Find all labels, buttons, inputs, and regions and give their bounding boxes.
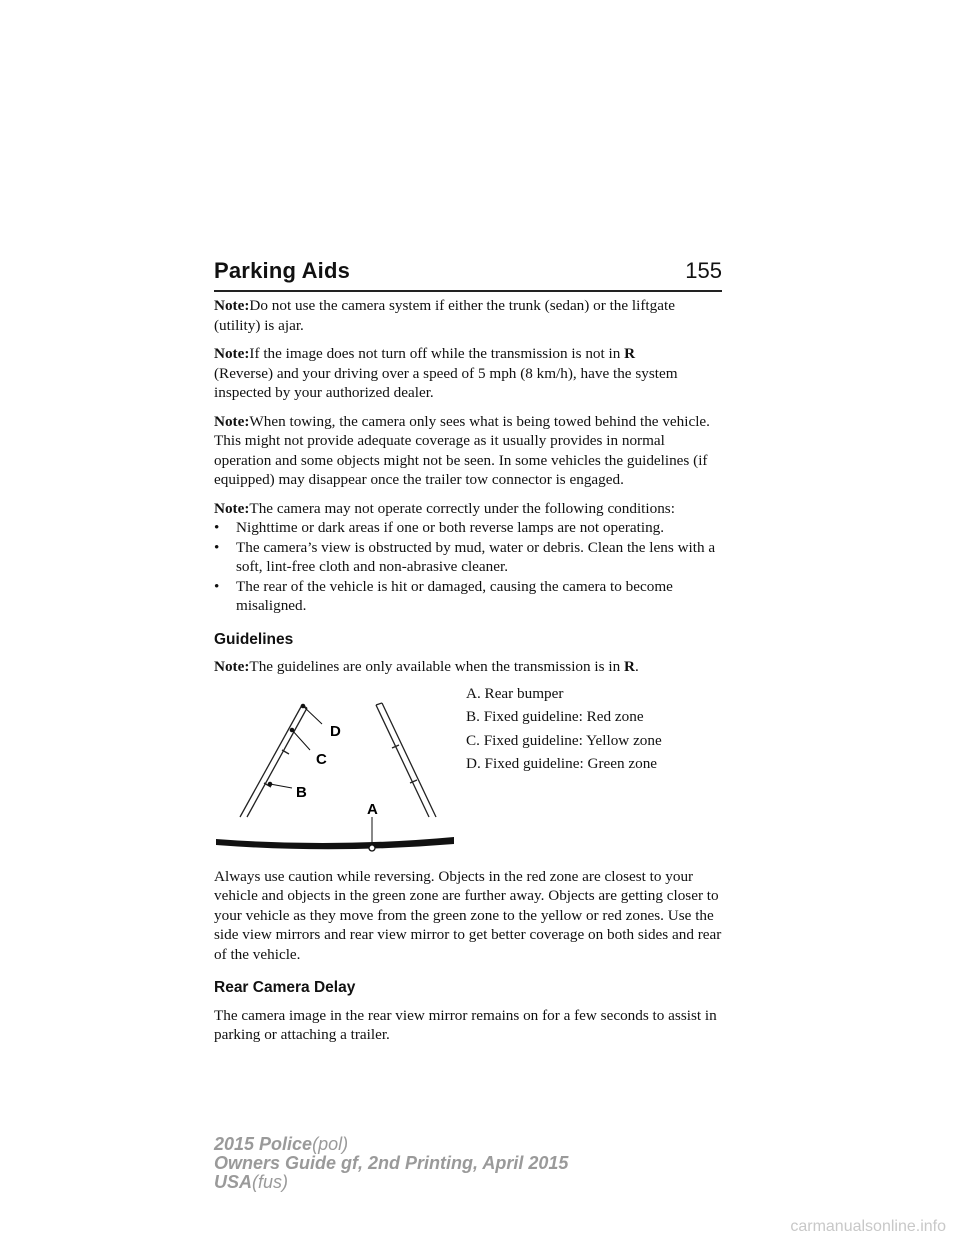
left-guideline-outer xyxy=(240,705,302,817)
right-guideline-inner xyxy=(382,703,436,817)
note-label: Note: xyxy=(214,345,250,362)
list-item-text: Nighttime or dark areas if one or both reverse lamps are not operating. xyxy=(236,519,665,536)
footer-model-code: (pol) xyxy=(312,1134,349,1154)
footer-region-code: (fus) xyxy=(252,1172,289,1192)
note-image xyxy=(214,344,724,403)
leader-line-c xyxy=(292,730,310,750)
footer-line-2: Owners Guide gf, 2nd Printing, April 2015 xyxy=(214,1153,569,1173)
label-a: A xyxy=(367,800,378,818)
caution-paragraph: Always use caution while reversing. Objects in the red zone are closest to your vehicle and objects in the green zone are further away. Objects are getting closer to your vehicle as they move from the green zone to the yellow or red zones. Use the side view mirrors and rear view mirror to get better coverage on both sides and rear of the vehicle. xyxy=(214,867,722,963)
rear-bumper-shape xyxy=(216,837,454,849)
page-footer xyxy=(214,1135,568,1192)
guidelines-figure xyxy=(214,684,724,867)
list-item xyxy=(214,518,724,538)
note-label: Note: xyxy=(214,297,250,314)
gear-r: R xyxy=(624,345,636,362)
note-text: The camera may not operate correctly under the following conditions: xyxy=(249,499,675,517)
note-label: Note: xyxy=(214,412,250,430)
label-c: C xyxy=(316,750,327,768)
note-label: Note: xyxy=(214,658,250,675)
page-header xyxy=(214,258,722,284)
header-rule xyxy=(214,290,722,292)
rear-camera-delay-heading: Rear Camera Delay xyxy=(214,979,356,996)
footer-line-3 xyxy=(214,1173,568,1192)
footer-model: 2015 Police xyxy=(214,1134,313,1154)
note-towing xyxy=(214,412,724,490)
right-guideline-cap xyxy=(376,703,382,705)
bullet-icon: • xyxy=(214,577,220,595)
leader-line-b xyxy=(270,784,292,788)
note-text-cont: (Reverse) and your driving over a speed of 5 mph (8 km/h), have the system inspected by your authorized dealer. xyxy=(214,364,678,401)
gear-r: R xyxy=(623,658,635,675)
legend-item-b: B. Fixed guideline: Red zone xyxy=(466,708,644,725)
bullet-icon: • xyxy=(214,538,220,556)
section-title: Parking Aids xyxy=(214,258,351,283)
page-body xyxy=(214,296,724,1054)
legend-item-a: A. Rear bumper xyxy=(466,684,564,702)
note-conditions xyxy=(214,499,724,519)
footer-region: USA xyxy=(214,1172,253,1192)
note-end: . xyxy=(634,658,639,675)
note-guidelines xyxy=(214,657,724,677)
conditions-list xyxy=(214,518,724,616)
camera-guidelines-diagram xyxy=(214,684,464,864)
leader-line-d xyxy=(303,706,322,724)
list-item-text: The rear of the vehicle is hit or damaged, causing the camera to become misaligned. xyxy=(236,577,673,614)
note-trunk xyxy=(214,296,724,335)
legend-item-d: D. Fixed guideline: Green zone xyxy=(466,755,658,772)
note-text: When towing, the camera only sees what is being towed behind the vehicle. This might not provide adequate coverage as it usually provides in normal operation and some objects might not be seen. In some vehicles the guidelines (if equipped) may disappear once the trailer tow connector is engaged. xyxy=(214,412,710,488)
guidelines-heading: Guidelines xyxy=(214,630,294,648)
list-item xyxy=(214,538,724,577)
note-text: The guidelines are only available when the transmission is in xyxy=(249,658,624,675)
page-number: 155 xyxy=(685,258,722,283)
footer-line-1 xyxy=(214,1135,568,1154)
label-d: D xyxy=(330,722,341,740)
note-text: If the image does not turn off while the transmission is not in xyxy=(249,345,625,362)
leader-dot-a xyxy=(369,845,375,851)
note-text: Do not use the camera system if either the trunk (sedan) or the liftgate (utility) is ajar. xyxy=(214,297,675,334)
right-guideline-outer xyxy=(376,705,429,817)
figure-legend xyxy=(466,684,662,778)
label-b: B xyxy=(296,783,307,801)
list-item xyxy=(214,577,724,616)
rear-camera-delay-text: The camera image in the rear view mirror remains on for a few seconds to assist in parking or attaching a trailer. xyxy=(214,1006,717,1043)
site-watermark: carmanualsonline.info xyxy=(790,1218,946,1235)
list-item-text: The camera’s view is obstructed by mud, water or debris. Clean the lens with a soft, lint-free cloth and non-abrasive cleaner. xyxy=(236,538,716,575)
note-label: Note: xyxy=(214,499,250,517)
legend-item-c: C. Fixed guideline: Yellow zone xyxy=(466,731,662,749)
bullet-icon: • xyxy=(214,519,220,536)
